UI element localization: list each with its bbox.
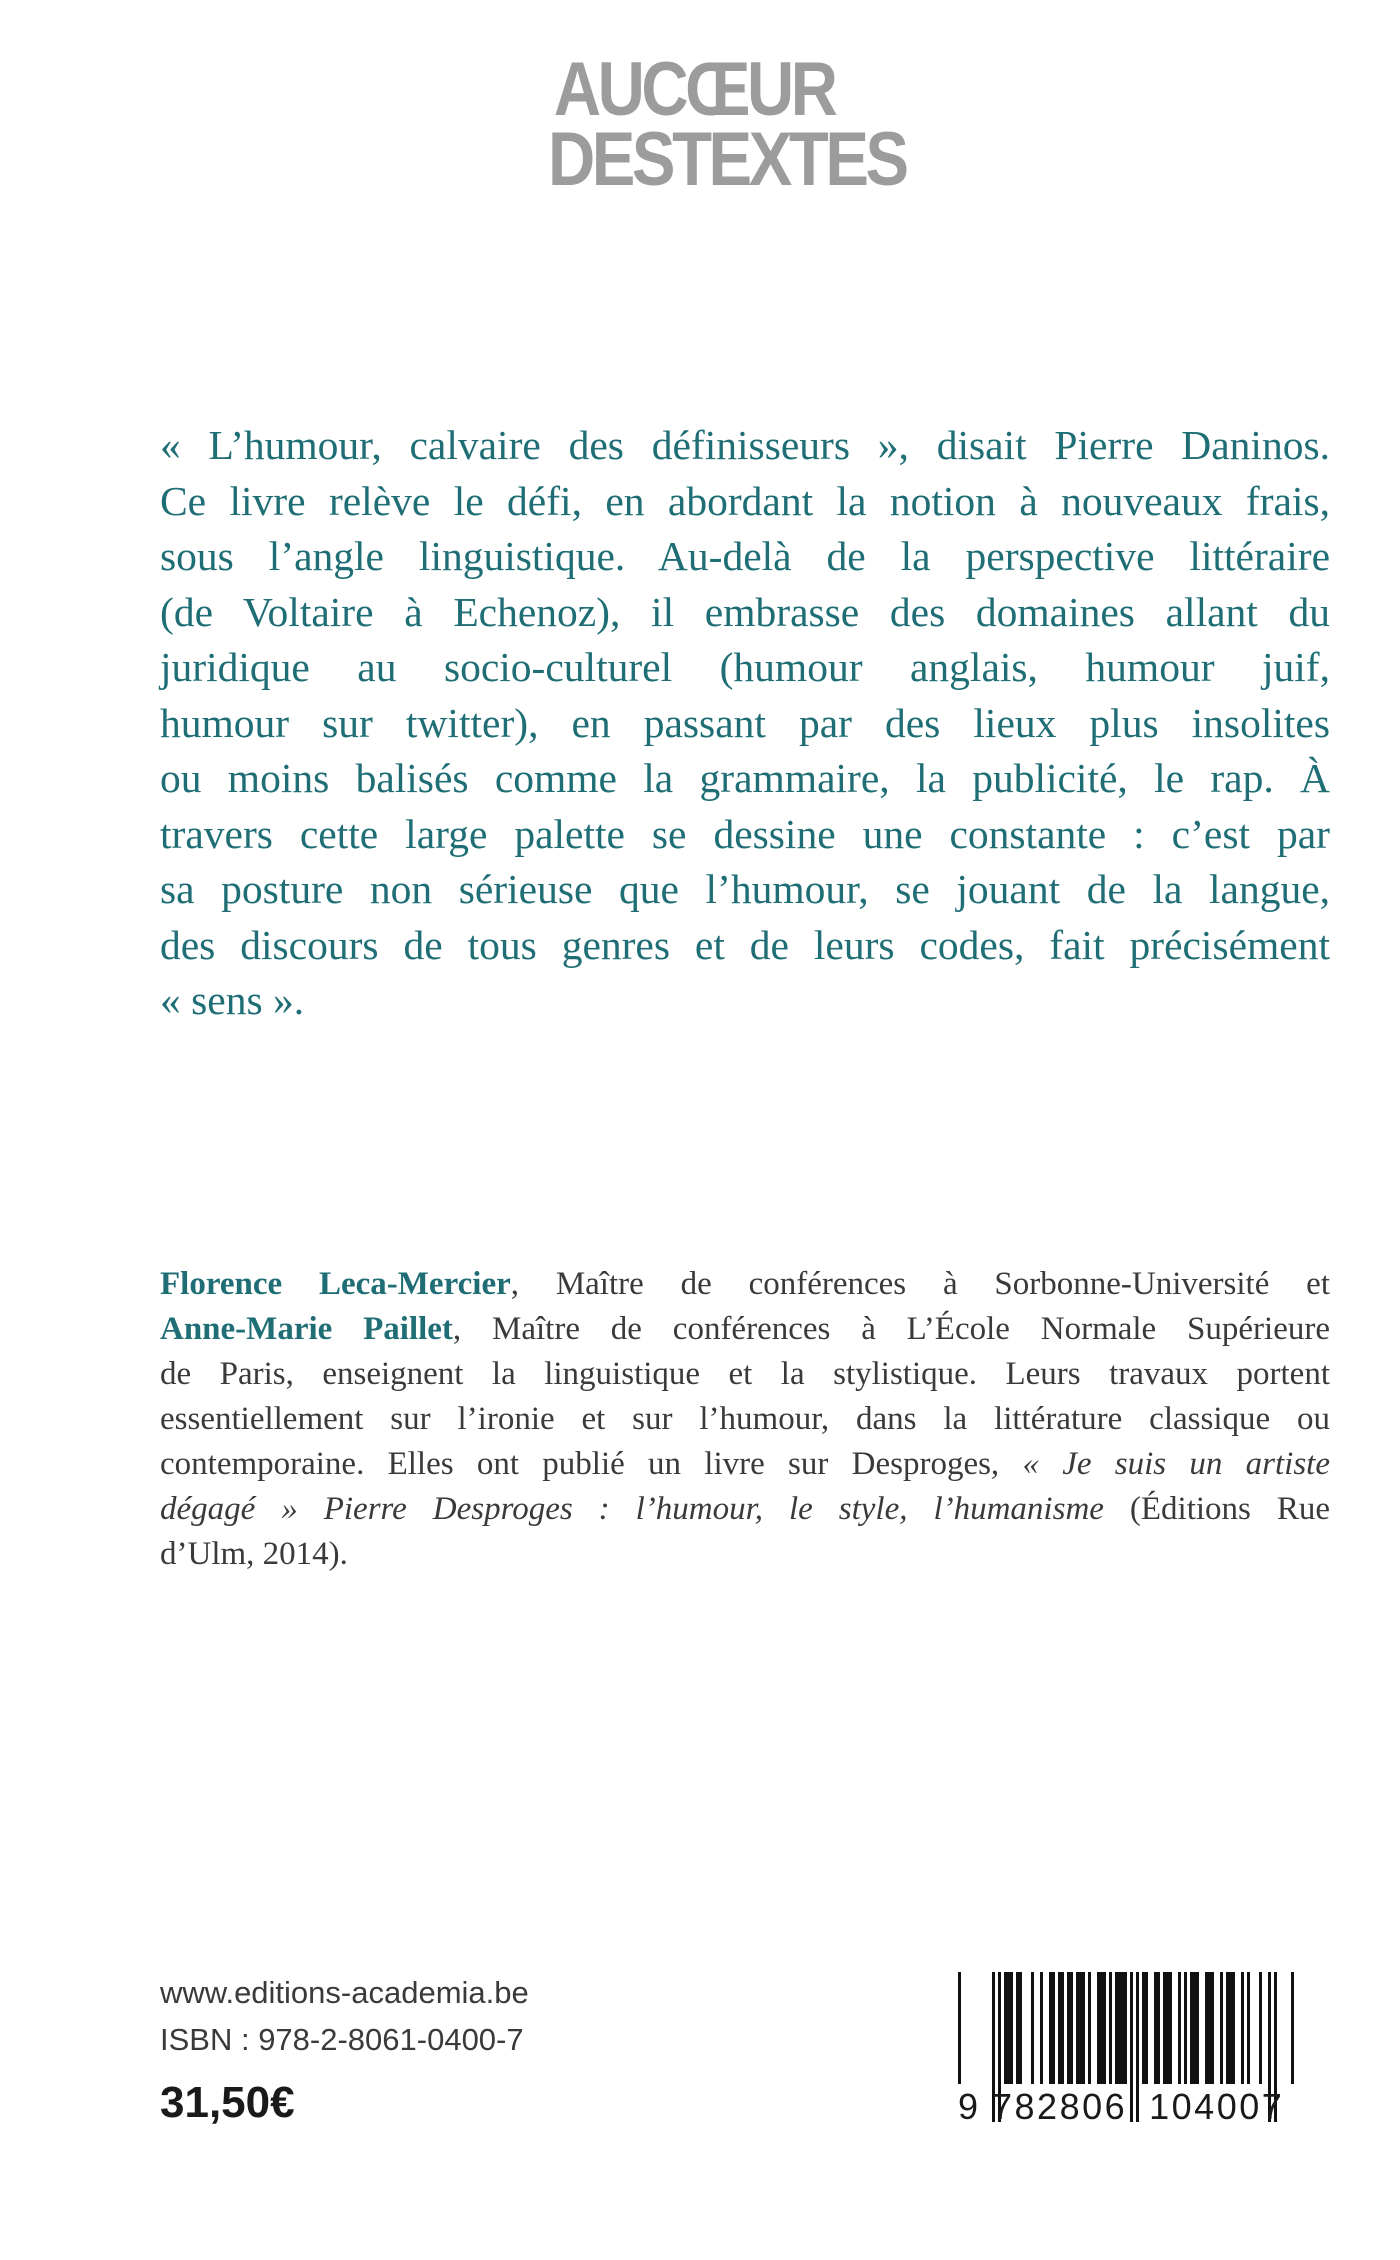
barcode-bar <box>1166 1972 1169 2084</box>
barcode-bar <box>1010 1972 1013 2084</box>
barcode-bar <box>1100 1972 1103 2084</box>
barcode-bar <box>1070 1972 1073 2084</box>
barcode-bar <box>1211 1972 1214 2084</box>
bio-text: , Maître de conférences à Sorbonne-Université et <box>510 1266 1330 1302</box>
barcode-bar <box>1241 1972 1244 2084</box>
description-line: sous l’angle linguistique. Au-delà de la perspective littéraire <box>160 533 1330 579</box>
barcode-bar <box>1004 1972 1007 2084</box>
book-description <box>160 418 1330 1029</box>
logo-line-2: DESTEXTES <box>548 116 906 202</box>
description-line: juridique au socio-culturel (humour anglais, humour juif, <box>160 644 1330 690</box>
barcode-bar <box>1205 1972 1208 2084</box>
barcode-bar <box>1016 1972 1019 2084</box>
description-line: « L’humour, calvaire des définisseurs », disait Pierre Daninos. <box>160 422 1330 468</box>
bio-line <box>160 1262 1330 1307</box>
description-line: sa posture non sérieuse que l’humour, se jouant de la langue, <box>160 866 1330 912</box>
barcode-left-group: 782806 <box>992 2086 1128 2127</box>
barcode-bar <box>1052 1972 1055 2084</box>
barcode-first-digit: 9 <box>958 2086 981 2127</box>
barcode-bar <box>1154 1972 1157 2084</box>
bio-line <box>160 1307 1330 1352</box>
description-line: (de Voltaire à Echenoz), il embrasse des domaines allant du <box>160 588 1330 635</box>
barcode-bar <box>1076 1972 1079 2084</box>
barcode-bar <box>1196 1972 1199 2084</box>
bio-text: (Éditions Rue <box>1103 1491 1330 1527</box>
author-name-2: Anne-Marie Paillet <box>160 1311 453 1347</box>
barcode-bar <box>1220 1972 1223 2084</box>
bio-line: de Paris, enseignent la linguistique et la stylistique. Leurs travaux portent <box>160 1356 1330 1392</box>
author-bio <box>160 1262 1330 1577</box>
price: 31,50€ <box>160 2078 295 2127</box>
barcode-bar <box>1145 1972 1148 2084</box>
barcode-bar <box>1163 1972 1166 2084</box>
bio-line: essentiellement sur l’ironie et sur l’humour, dans la littérature classique ou <box>160 1401 1330 1437</box>
publisher-website: www.editions-academia.be <box>160 1975 529 2010</box>
barcode-bar <box>1079 1972 1082 2084</box>
barcode-bar <box>1178 1972 1181 2084</box>
description-line: travers cette large palette se dessine une constante : c’est par <box>160 810 1330 857</box>
barcode-bar <box>1208 1972 1211 2084</box>
barcode-digits <box>958 2086 1294 2128</box>
barcode-bar <box>1184 1972 1187 2084</box>
barcode-bar <box>1169 1972 1172 2084</box>
barcode-bar <box>1088 1972 1091 2084</box>
logo-line-1: AUCŒUR <box>553 47 835 132</box>
barcode-bar <box>1193 1972 1196 2084</box>
barcode-bar <box>1019 1972 1022 2084</box>
description-line: ou moins balisés comme la grammaire, la publicité, le rap. À <box>160 755 1330 801</box>
description-line: humour sur twitter), en passant par des lieux plus insolites <box>160 699 1330 746</box>
barcode-bar <box>1067 1972 1070 2084</box>
barcode-bar <box>1229 1972 1232 2084</box>
book-title-italic: « Je suis un artiste <box>1022 1446 1330 1482</box>
barcode-bar <box>1082 1972 1085 2084</box>
publisher-series-logo <box>548 47 906 202</box>
barcode-bar <box>1259 1972 1262 2084</box>
barcode-bar <box>1142 1972 1145 2084</box>
barcode-bar <box>1058 1972 1061 2084</box>
barcode-bar <box>1247 1972 1250 2084</box>
barcode-bar <box>1124 1972 1127 2084</box>
barcode-bar <box>1040 1972 1043 2084</box>
barcode-bar <box>1190 1972 1193 2084</box>
barcode-bar <box>958 1972 961 2084</box>
bio-text: , Maître de conférences à L’École Normale Supérieure <box>452 1311 1330 1347</box>
barcode-bar <box>1232 1972 1235 2084</box>
author-name-1: Florence Leca-Mercier <box>160 1266 511 1302</box>
barcode-bar <box>1115 1972 1118 2084</box>
barcode-bar <box>1291 1972 1294 2084</box>
barcode-right-group: 104007 <box>1149 2086 1285 2127</box>
barcode-bar <box>1103 1972 1106 2084</box>
book-title-italic: dégagé » Pierre Desproges : l’humour, le style, l’humanisme <box>160 1491 1104 1527</box>
description-line: des discours de tous genres et de leurs codes, fait précisément <box>160 921 1330 968</box>
barcode-bar <box>1109 1972 1112 2084</box>
barcode-bar <box>1118 1972 1121 2084</box>
description-line: Ce livre relève le défi, en abordant la notion à nouveaux frais, <box>160 477 1330 524</box>
barcode-bar <box>1049 1972 1052 2084</box>
barcode-bar <box>1007 1972 1010 2084</box>
barcode-bar <box>1157 1972 1160 2084</box>
barcode-bar <box>1061 1972 1064 2084</box>
isbn-number: ISBN : 978-2-8061-0400-7 <box>160 2022 524 2057</box>
bio-line: d’Ulm, 2014). <box>160 1536 348 1572</box>
barcode-bar <box>1121 1972 1124 2084</box>
description-line: « sens ». <box>160 977 305 1023</box>
barcode-bar <box>1226 1972 1229 2084</box>
barcode-bar <box>1031 1972 1034 2084</box>
barcode-bar <box>1097 1972 1100 2084</box>
bio-text: contemporaine. Elles ont publié un livre sur Desproges, <box>160 1446 1023 1482</box>
bio-line <box>160 1442 1330 1487</box>
bio-line <box>160 1487 1330 1532</box>
